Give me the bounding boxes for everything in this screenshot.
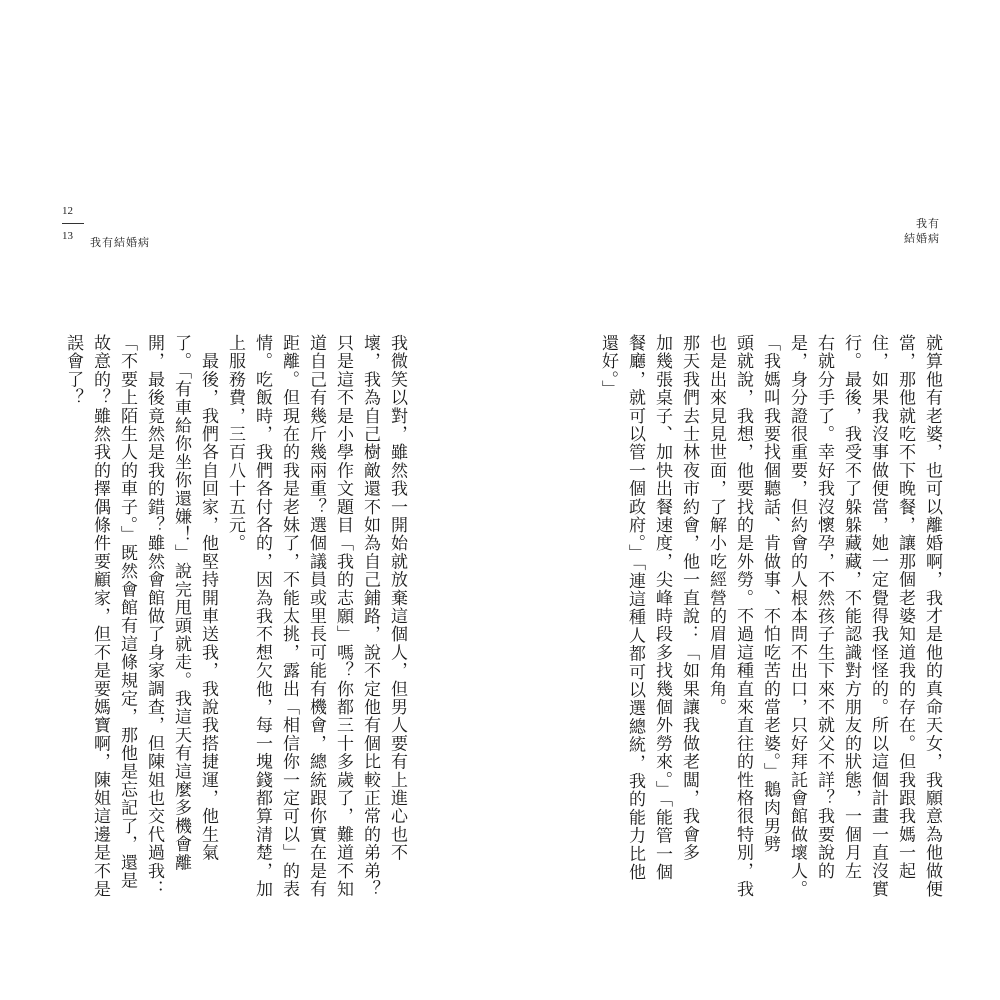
running-title-left: 我有結婚病	[90, 236, 150, 249]
text-column: 行。最後，我受不了躲躲藏藏，不能認識對方朋友的狀態，一個月左	[841, 334, 861, 880]
running-title-right-line2: 結婚病	[904, 232, 940, 245]
page-number-left: 12	[62, 205, 73, 217]
text-column: 距離。但現在的我是老妹了，不能太挑，露出「相信你一定可以」的表	[279, 334, 299, 899]
text-column: 還好。」	[598, 334, 618, 399]
text-column: 加幾張桌子、加快出餐速度，尖峰時段多找幾個外勞來。」「能管一個	[652, 334, 672, 882]
text-column: 最後，我們各自回家，他堅持開車送我，我說我搭捷運，他生氣	[198, 334, 218, 862]
text-column: 住，如果我沒事做便當，她一定覺得我怪怪的。所以這個計畫一直沒實	[868, 334, 888, 899]
text-column: 是，身分證很重要，但約會的人根本問不出口，只好拜託會館做壞人。	[787, 334, 807, 899]
left-page-body	[63, 334, 410, 899]
text-column: 故意的？雖然我的擇偶條件要顧家，但不是要媽寶啊，陳姐這邊是不是	[90, 334, 110, 899]
text-column: 那天我們去士林夜市約會，他一直說：「如果讓我做老闆，我會多	[679, 334, 699, 862]
text-column: 誤會了？	[63, 334, 83, 407]
text-column: 「不要上陌生人的車子。」既然會館有這條規定，那他是忘記了，還是	[117, 334, 137, 890]
right-page-body	[598, 334, 945, 899]
running-title-right	[880, 216, 940, 246]
text-column: 就算他有老婆，也可以離婚啊，我才是他的真命天女，我願意為他做便	[922, 334, 942, 899]
text-column: 情。吃飯時，我們各付各的，因為我不想欠他，每一塊錢都算清楚，加	[252, 334, 272, 899]
running-title-right-line1: 我有	[916, 217, 940, 230]
text-column: 了。「有車給你坐你還嫌！」說完甩頭就走。我這天有這麼多機會離	[171, 334, 191, 872]
text-column: 「我媽叫我要找個聽話、肯做事、不怕吃苦的當老婆。」鵝肉男劈	[760, 334, 780, 854]
text-column: 壞，我為自己樹敵還不如為自己鋪路，說不定他有個比較正常的弟弟？	[360, 334, 380, 899]
text-column: 我微笑以對，雖然我一開始就放棄這個人，但男人要有上進心也不	[387, 334, 407, 862]
text-column: 頭就說，我想，他要找的是外勞。不過這種直來直往的性格很特別，我	[733, 334, 753, 899]
text-column: 開，最後竟然是我的錯？雖然會館做了身家調查，但陳姐也交代過我：	[144, 334, 164, 899]
text-column: 道自己有幾斤幾兩重？選個議員或里長可能有機會，總統跟你實在是有	[306, 334, 326, 899]
text-column: 也是出來見見世面，了解小吃經營的眉眉角角。	[706, 334, 726, 717]
text-column: 只是這不是小學作文題目「我的志願」嗎？你都三十多歲了，難道不知	[333, 334, 353, 899]
folio-divider	[62, 223, 84, 224]
text-column: 當，那他就吃不下晚餐，讓那個老婆知道我的存在。但我跟我媽一起	[895, 334, 915, 880]
text-column: 右就分手了。幸好我沒懷孕，不然孩子生下來不就父不詳？我要說的	[814, 334, 834, 880]
text-column: 餐廳，就可以管一個政府。」「連這種人都可以選總統，我的能力比他	[625, 334, 645, 882]
text-column: 上服務費，三百八十五元。	[225, 334, 245, 553]
page-folio	[62, 205, 92, 243]
page-number-right: 13	[62, 230, 73, 242]
